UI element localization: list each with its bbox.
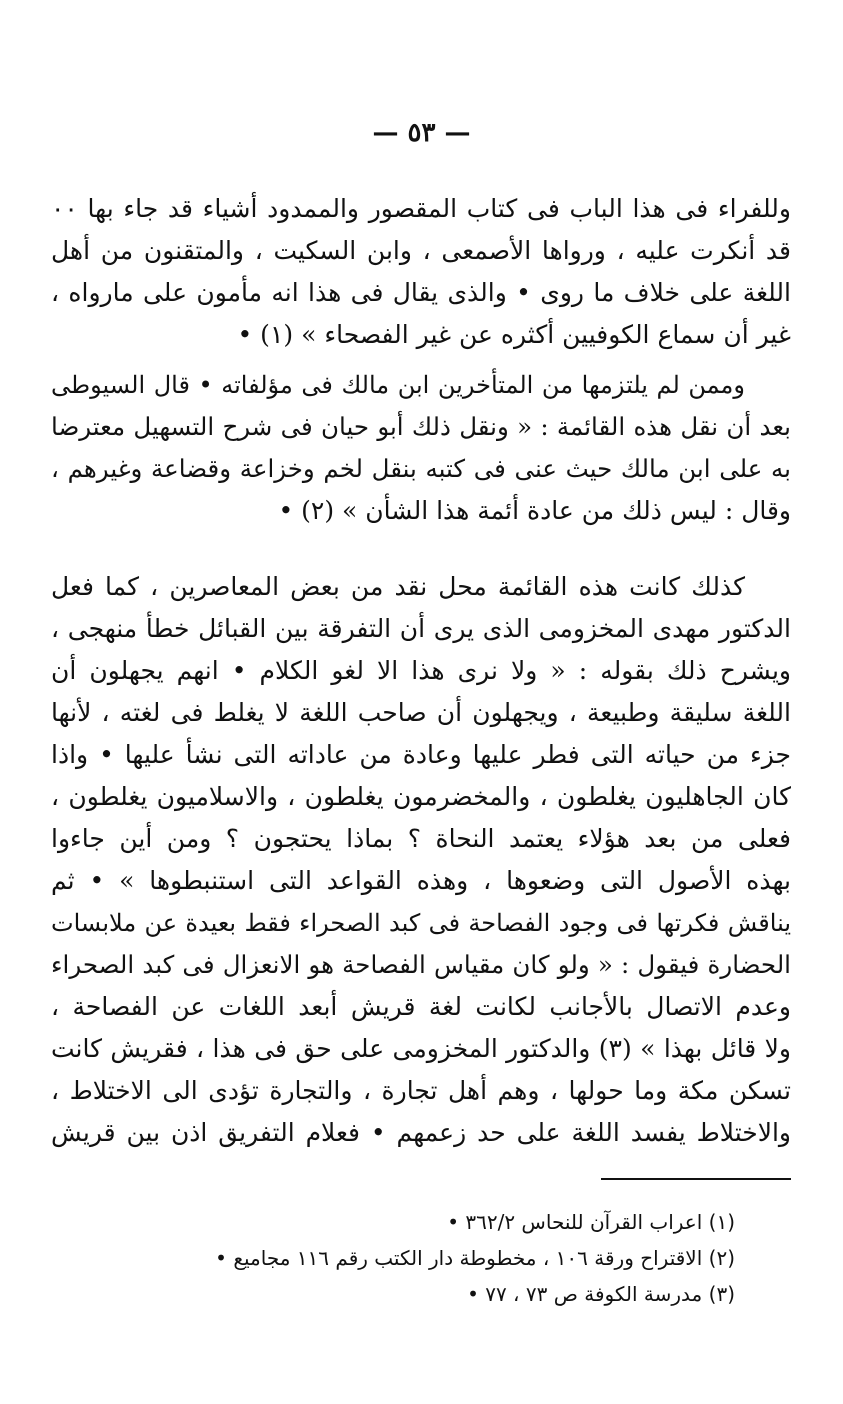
text-line: الحضارة فيقول : « ولو كان مقياس الفصاحة هو الانعزال فى كبد الصحراء (51, 950, 791, 979)
footnote-2: (٢) الاقتراح ورقة ١٠٦ ، مخطوطة دار الكتب رقم ١١٦ مجاميع • (215, 1246, 735, 1270)
text-line: تسكن مكة وما حولها ، وهم أهل تجارة ، والتجارة تؤدى الى الاختلاط ، (51, 1076, 791, 1105)
text-line: قد أنكرت عليه ، ورواها الأصمعى ، وابن السكيت ، والمتقنون من أهل (51, 236, 791, 265)
text-line: وللفراء فى هذا الباب فى كتاب المقصور والممدود أشياء قد جاء بها ٠٠ (51, 194, 791, 223)
text-line: به على ابن مالك حيث عنى فى كتبه بنقل لخم وخزاعة وقضاعة وغيرهم ، (51, 454, 791, 483)
text-line: ولا قائل بهذا » (٣) والدكتور المخزومى على حق فى هذا ، فقريش كانت (51, 1034, 791, 1063)
footnote-3: (٣) مدرسة الكوفة ص ٧٣ ، ٧٧ • (467, 1282, 735, 1306)
text-line: كذلك كانت هذه القائمة محل نقد من بعض المعاصرين ، كما فعل (51, 572, 745, 601)
text-line: اللغة سليقة وطبيعة ، ويجهلون أن صاحب اللغة لا يغلط فى لغته ، لأنها (51, 698, 791, 727)
text-line: وعدم الاتصال بالأجانب لكانت لغة قريش أبعد اللغات عن الفصاحة ، (51, 992, 791, 1021)
text-line: بهذه الأصول التى وضعوها ، وهذه القواعد التى استنبطوها » • ثم (51, 866, 791, 895)
paragraph-3 (51, 566, 791, 1154)
text-line: يناقش فكرتها فى وجود الفصاحة فى كبد الصحراء فقط بعيدة عن ملابسات (51, 909, 791, 937)
text-line: وممن لم يلتزمها من المتأخرين ابن مالك فى مؤلفاته • قال السيوطى (51, 371, 746, 399)
footnote-1: (١) اعراب القرآن للنحاس ٣٦٢/٢ • (447, 1210, 735, 1234)
text-line: غير أن سماع الكوفيين أكثره عن غير الفصحاء » (١) • (237, 320, 791, 349)
footnotes (55, 1204, 735, 1312)
paragraph-1 (51, 188, 791, 356)
text-line: جزء من حياته التى فطر عليها وعادة من عاداته التى نشأ عليها • واذا (51, 740, 791, 769)
text-line: فعلى من بعد هؤلاء يعتمد النحاة ؟ بماذا يحتجون ؟ ومن أين جاءوا (51, 824, 791, 853)
text-line: الدكتور مهدى المخزومى الذى يرى أن التفرقة بين القبائل خطأ منهجى ، (51, 614, 791, 643)
text-line: وقال : ليس ذلك من عادة أئمة هذا الشأن » (٢) • (278, 496, 791, 525)
text-line: اللغة على خلاف ما روى • والذى يقال فى هذا انه مأمون على مارواه ، (51, 278, 791, 307)
page-number: — ٥٣ — (372, 118, 471, 148)
text-line: ويشرح ذلك بقوله : « ولا نرى هذا الا لغو الكلام • انهم يجهلون أن (51, 656, 791, 685)
text-line: والاختلاط يفسد اللغة على حد زعمهم • فعلام التفريق اذن بين قريش (51, 1118, 791, 1147)
footnote-separator (601, 1178, 791, 1180)
text-line: كان الجاهليون يغلطون ، والمخضرمون يغلطون ، والاسلاميون يغلطون ، (51, 782, 791, 811)
text-line: بعد أن نقل هذه القائمة : « ونقل ذلك أبو حيان فى شرح التسهيل معترضا (51, 412, 791, 441)
paragraph-2 (51, 364, 791, 532)
